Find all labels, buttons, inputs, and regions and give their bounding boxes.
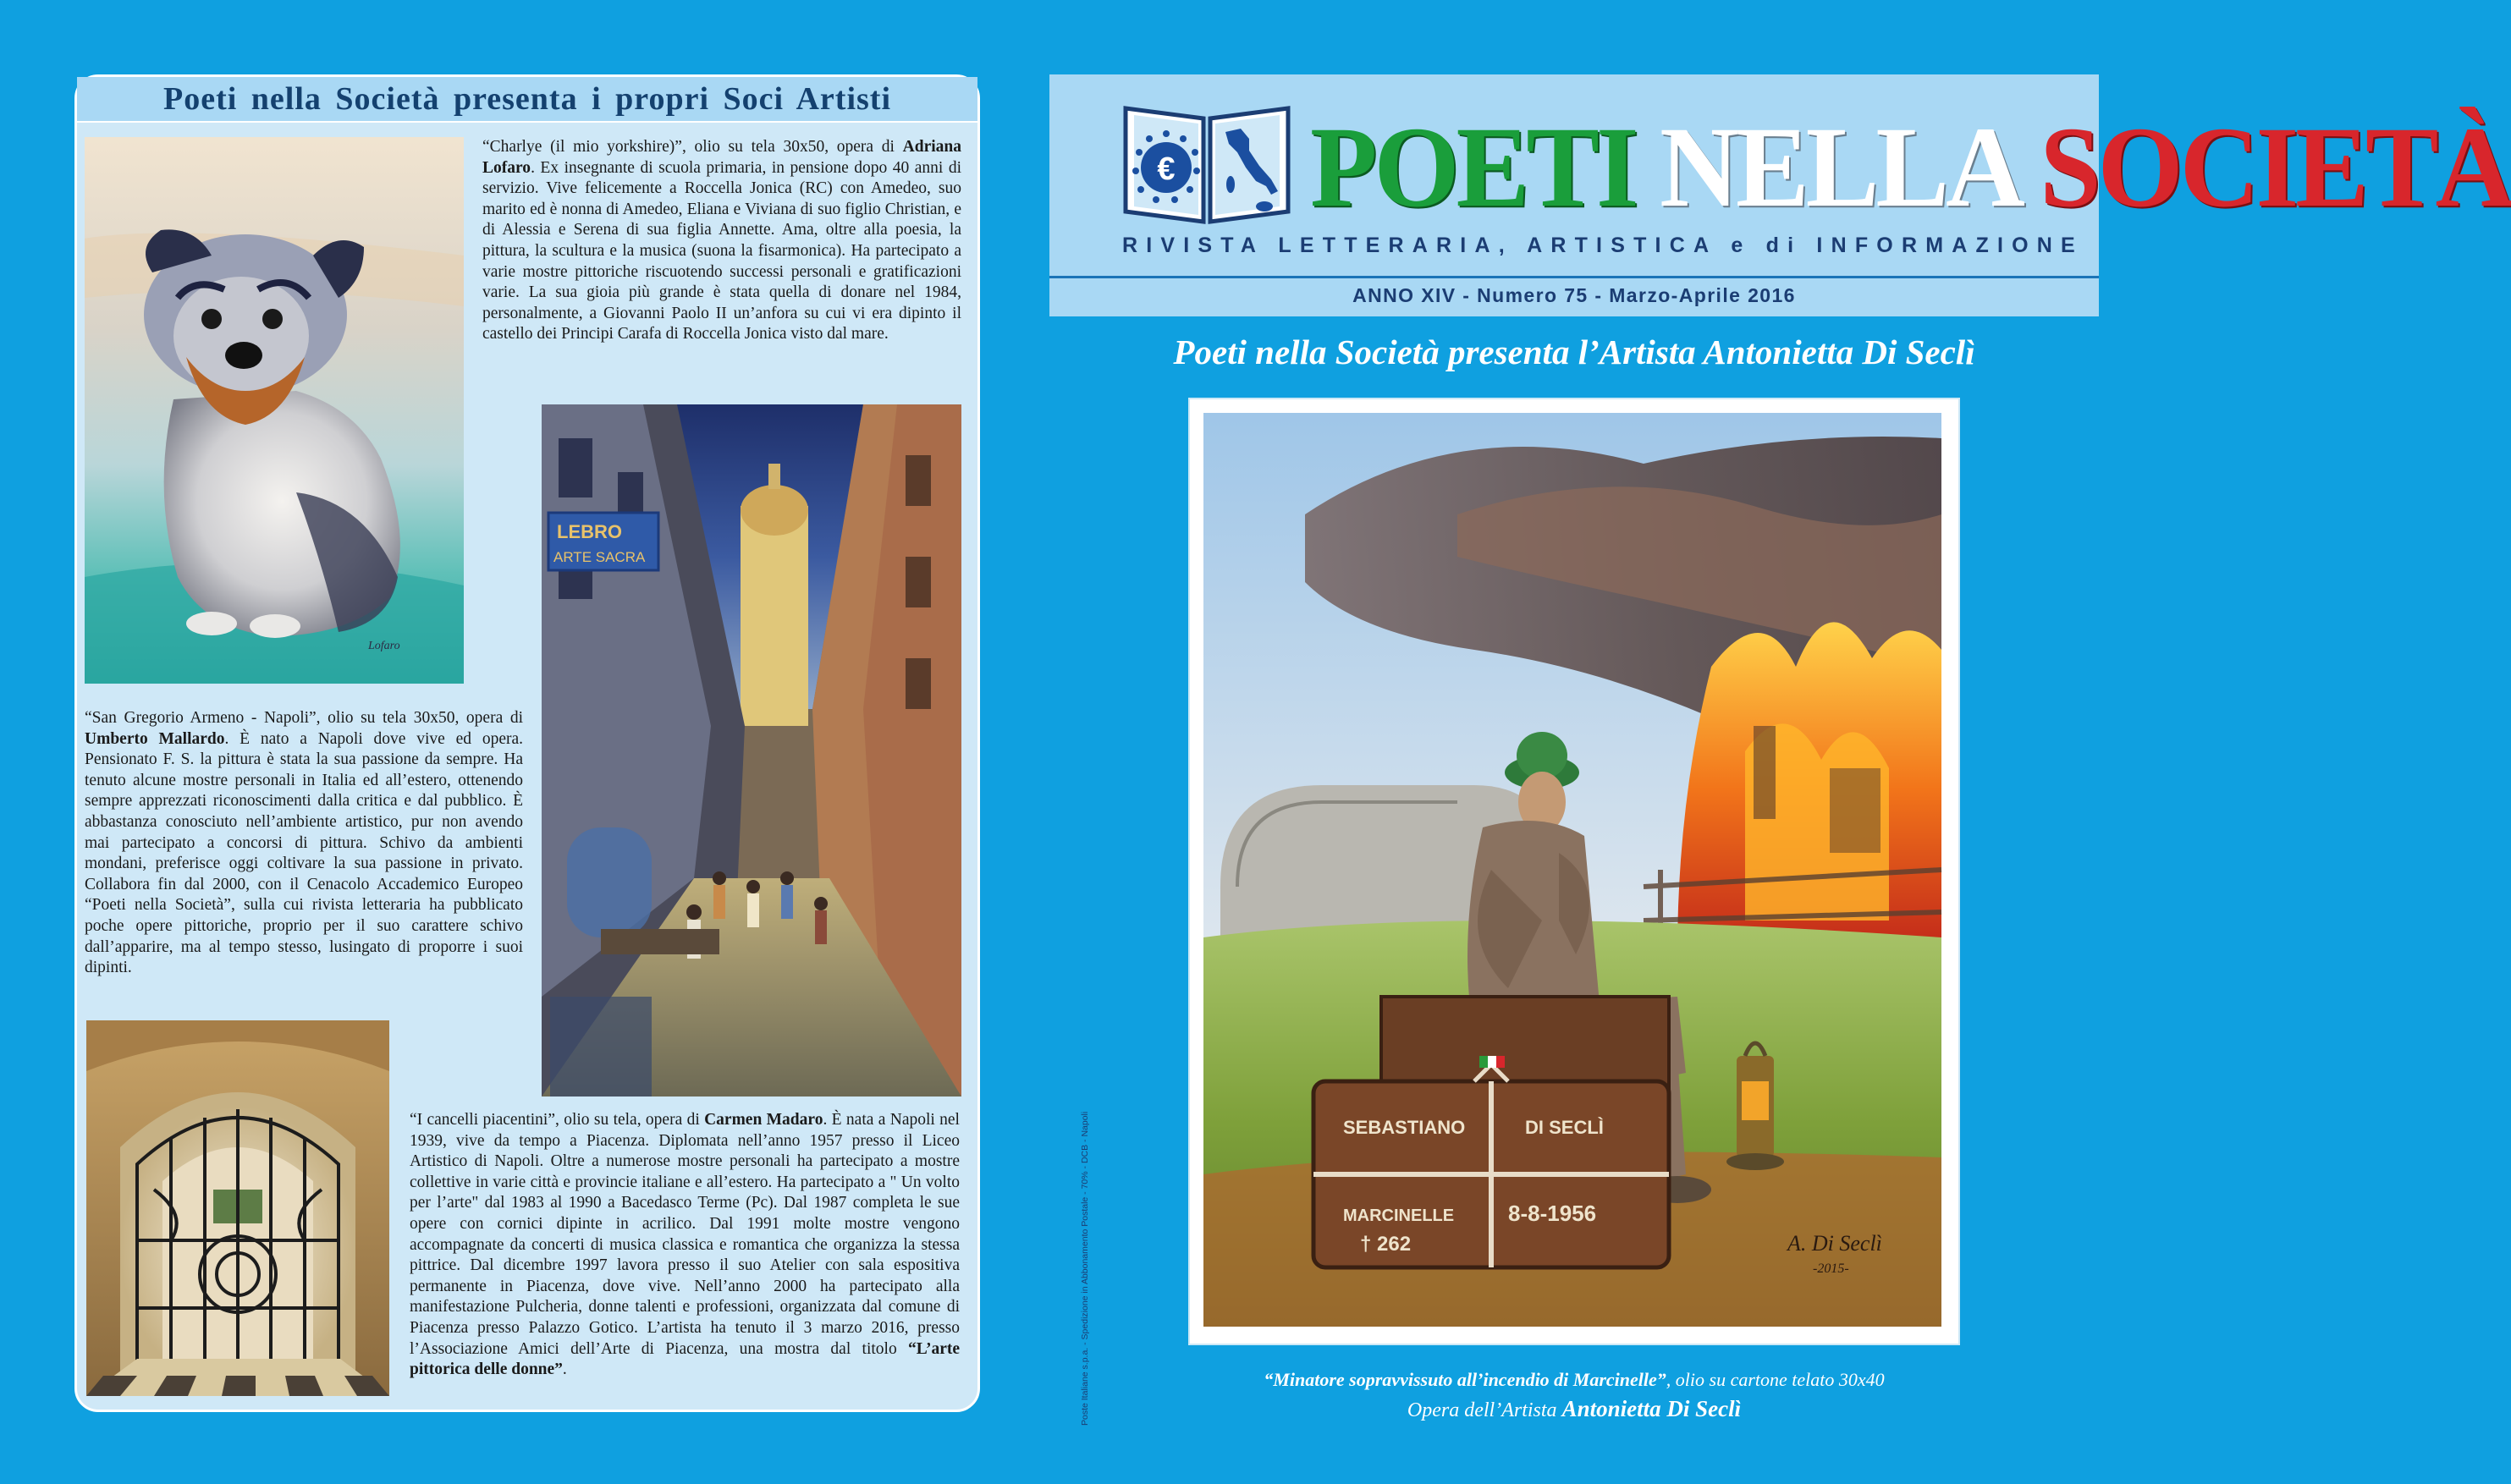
article-madaro: [410, 1110, 960, 1381]
svg-text:€: €: [1157, 151, 1176, 187]
article-madaro-body: . È nata a Napoli nel 1939, vive da tempo a Piacenza. Diplomata nell’anno 1957 presso il Liceo Artistico di Napoli. Oltre a numerose mostre personali ha partecipato a mostre collettive in varie città e provincie italiane e all’estero. Ha partecipato a " Un volto per l’arte" dal 1983 al 1990 a Bacedasco Terme (Pc). Dal 1987 completa le sue opere con cornici dipinte in acrilico. Dal 1991 molte mostre vengono accompagnate da concerti di musica classica e romantica che organizza la stessa pittrice. Dal dicembre 1997 lavora presso il suo Atelier con sala espositiva permanente in Piacenza, dove vive. Nell’anno 2000 ha partecipato alla manifestazione Pulcheria, donne talenti e professioni, organizzata dal comune di Piacenza presso Palazzo Gotico. L’artista ha tenuto il 3 marzo 2016, presso l’Associazione Amici dell’Arte di Piacenza, una mostra dal titolo: [410, 1111, 960, 1358]
magazine-subtitle: RIVISTA LETTERARIA, ARTISTICA e di INFORMAZIONE: [1122, 234, 2084, 257]
cover-painting-details: , olio su cartone telato 30x40: [1666, 1369, 1885, 1390]
left-page-header: [77, 77, 977, 123]
cover-caption-line2: [1049, 1396, 2099, 1422]
painting-san-gregorio-armeno: [542, 404, 961, 1097]
svg-text:Lofaro: Lofaro: [368, 640, 400, 652]
issue-info: ANNO XIV - Numero 75 - Marzo-Aprile 2016: [1352, 284, 1796, 306]
exhibition-title: “L’arte pittorica delle donne”: [410, 1339, 960, 1379]
article-mallardo-intro: “San Gregorio Armeno - Napoli”, olio su tela 30x50, opera di: [85, 709, 523, 727]
painting-signature-year: -2015-: [1813, 1261, 1849, 1276]
magazine-logo-title: [1310, 96, 2511, 248]
cover-painting-minatore: [1203, 413, 1941, 1327]
painting-charlye: [85, 137, 464, 684]
painting-sign-1: LEBRO: [557, 521, 622, 542]
article-lofaro-intro: “Charlye (il mio yorkshire)”, olio su tela 30x50, opera di: [482, 138, 903, 156]
spine-postal-text: [1080, 1036, 1093, 1426]
cover-painting-title: “Minatore sopravvissuto all’incendio di Marcinelle”: [1264, 1369, 1666, 1390]
painting-sign-2: ARTE SACRA: [553, 549, 646, 565]
masthead-divider: [1049, 276, 2099, 278]
spine-text: Poste Italiane s.p.a. - Spedizione in Abbonamento Postale - 70% - DCB - Napoli: [1080, 1111, 1090, 1426]
book-euro-italy-icon: [1122, 100, 1291, 225]
article-mallardo: [85, 708, 523, 979]
logo-word-nella: NELLA: [1660, 103, 2016, 232]
suitcase-surname: DI SECLÌ: [1525, 1117, 1604, 1138]
cover-caption-prefix: Opera dell’Artista: [1407, 1399, 1562, 1421]
suitcase-place: MARCINELLE: [1343, 1206, 1455, 1225]
article-madaro-intro: “I cancelli piacentini”, olio su tela, opera di: [410, 1111, 705, 1129]
logo-word-societa: SOCIETÀ: [2040, 103, 2511, 232]
artist-name-mallardo: Umberto Mallardo: [85, 729, 225, 748]
left-page-title: Poeti nella Società presenta i propri Soci Artisti: [162, 81, 891, 117]
featured-artist-title: Poeti nella Società presenta l’Artista Antonietta Di Seclì: [1173, 333, 1975, 371]
suitcase-count: † 262: [1360, 1233, 1412, 1256]
suitcase-name: SEBASTIANO: [1343, 1117, 1466, 1138]
cover-caption-line1: [1049, 1369, 2099, 1391]
artist-name-lofaro: Adriana Lofaro: [482, 138, 961, 177]
suitcase-date: 8-8-1956: [1508, 1201, 1597, 1226]
article-madaro-end: .: [562, 1360, 567, 1379]
article-mallardo-body: . È nato a Napoli dove vive ed opera. Pensionato F. S. la pittura è stata la sua passione da sempre. Ha tenuto alcune mostre personali in Italia ed all’estero, ottenendo sempre apprezzati riconoscimenti dalla critica e dal pubblico. È abbastanza conosciuto nell’ambiente artistico, pur non avendo mai partecipato a concorsi di pittura. Schivo da ambienti mondani, preferisce oggi coltivare la sua passione in privato. Collabora fin dal 2000, con il Cenacolo Accademico Europeo “Poeti nella Società”, sulla cui rivista letteraria ha pubblicato poche opere pittoriche, proprio per il suo carattere schivo dall’apparire, ma al tempo stesso, lusingato di proporre i suoi dipinti.: [85, 729, 523, 977]
artist-name-madaro: Carmen Madaro: [704, 1111, 823, 1129]
logo-word-poeti: POETI: [1310, 103, 1636, 232]
painting-signature: A. Di Seclì: [1787, 1231, 1882, 1256]
article-lofaro: [482, 137, 961, 345]
article-lofaro-body: . Ex insegnante di scuola primaria, in pensione dopo 40 anni di servizio. Vive felicemente a Roccella Jonica (RC) con Amedeo, suo marito ed è nonna di Amedeo, Eliana e Viviana di suo figlio Christian, e di Alessia e Serena di sua figlia Annette. Ama, oltre alla poesia, la pittura, la scultura e la musica (suona la fisarmonica). Ha partecipato a varie mostre pittoriche riscuotendo successi personali e gratificazioni varie. La sua gioia più grande è stata quella di donare nel 1984, personalmente, a Giovanni Paolo II un’anfora su cui vi era dipinto il castello dei Principi Carafa di Roccella Jonica visto dal mare.: [482, 158, 961, 344]
cover-artist-name: Antonietta Di Seclì: [1561, 1396, 1742, 1421]
painting-cancelli-piacentini: [86, 1020, 389, 1396]
